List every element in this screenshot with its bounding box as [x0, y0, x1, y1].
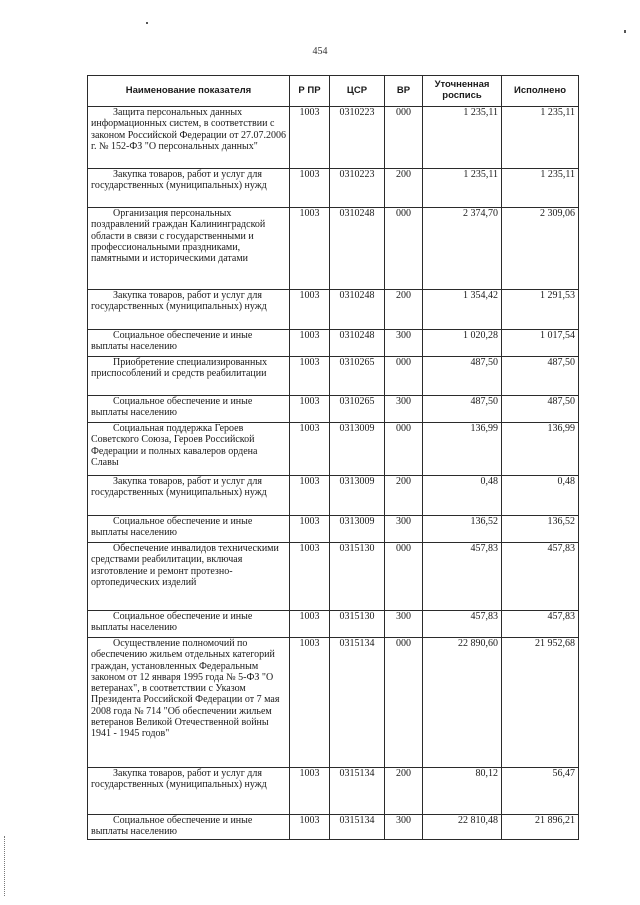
- row-csr: 0310265: [330, 396, 385, 423]
- row-csr: 0313009: [330, 516, 385, 543]
- row-name: Социальное обеспечение и иные выплаты населению: [88, 611, 290, 638]
- row-name: Закупка товаров, работ и услуг для государственных (муниципальных) нужд: [88, 768, 290, 815]
- row-rpr: 1003: [290, 396, 330, 423]
- row-vr: 200: [385, 290, 423, 330]
- table-row: [88, 516, 579, 543]
- row-csr: 0315130: [330, 611, 385, 638]
- row-vr: 300: [385, 516, 423, 543]
- row-rpr: 1003: [290, 543, 330, 611]
- row-vr: 200: [385, 476, 423, 516]
- row-csr: 0310223: [330, 169, 385, 208]
- row-name: Закупка товаров, работ и услуг для государственных (муниципальных) нужд: [88, 169, 290, 208]
- row-vr: 300: [385, 815, 423, 840]
- row-name: Социальное обеспечение и иные выплаты населению: [88, 815, 290, 840]
- row-plan: 22 810,48: [423, 815, 502, 840]
- row-vr: 000: [385, 107, 423, 169]
- row-rpr: 1003: [290, 290, 330, 330]
- table-row: [88, 169, 579, 208]
- row-done: 2 309,06: [502, 208, 579, 290]
- table-row: [88, 476, 579, 516]
- row-vr: 300: [385, 396, 423, 423]
- row-name: Социальное обеспечение и иные выплаты населению: [88, 396, 290, 423]
- row-plan: 2 374,70: [423, 208, 502, 290]
- row-vr: 000: [385, 208, 423, 290]
- row-done: 1 235,11: [502, 107, 579, 169]
- row-rpr: 1003: [290, 516, 330, 543]
- row-csr: 0315130: [330, 543, 385, 611]
- row-plan: 1 354,42: [423, 290, 502, 330]
- table-row: [88, 611, 579, 638]
- table-row: [88, 330, 579, 357]
- row-done: 1 017,54: [502, 330, 579, 357]
- row-csr: 0310265: [330, 357, 385, 396]
- row-vr: 200: [385, 768, 423, 815]
- table-row: [88, 357, 579, 396]
- page-number: 454: [312, 46, 328, 57]
- row-done: 487,50: [502, 396, 579, 423]
- row-done: 21 896,21: [502, 815, 579, 840]
- row-name: Социальная поддержка Героев Советского Союза, Героев Российской Федерации и полных кавалеров ордена Славы: [88, 423, 290, 476]
- row-csr: 0310248: [330, 208, 385, 290]
- row-name: Социальное обеспечение и иные выплаты населению: [88, 516, 290, 543]
- row-name: Закупка товаров, работ и услуг для государственных (муниципальных) нужд: [88, 476, 290, 516]
- row-plan: 487,50: [423, 357, 502, 396]
- budget-execution-table: [87, 75, 579, 840]
- row-plan: 136,99: [423, 423, 502, 476]
- row-plan: 80,12: [423, 768, 502, 815]
- table-row: [88, 638, 579, 768]
- row-rpr: 1003: [290, 208, 330, 290]
- row-rpr: 1003: [290, 169, 330, 208]
- row-plan: 22 890,60: [423, 638, 502, 768]
- row-csr: 0315134: [330, 638, 385, 768]
- row-plan: 1 020,28: [423, 330, 502, 357]
- row-done: 21 952,68: [502, 638, 579, 768]
- row-rpr: 1003: [290, 357, 330, 396]
- row-vr: 300: [385, 611, 423, 638]
- row-name: Организация персональных поздравлений граждан Калининградской области в связи с государственными и профессиональными праздниками, памятными и историческими датами: [88, 208, 290, 290]
- row-plan: 457,83: [423, 611, 502, 638]
- row-name: Закупка товаров, работ и услуг для государственных (муниципальных) нужд: [88, 290, 290, 330]
- row-rpr: 1003: [290, 768, 330, 815]
- row-vr: 000: [385, 638, 423, 768]
- row-rpr: 1003: [290, 107, 330, 169]
- row-csr: 0313009: [330, 423, 385, 476]
- row-name: Защита персональных данных информационных систем, в соответствии с законом Российской Федерации от 27.07.2006 г. № 152-ФЗ "О персональных данных": [88, 107, 290, 169]
- row-csr: 0315134: [330, 815, 385, 840]
- column-header-plan: Уточненная роспись: [423, 76, 502, 107]
- row-csr: 0310223: [330, 107, 385, 169]
- column-header-csr: ЦСР: [330, 76, 385, 107]
- scan-margin-marks: [4, 836, 8, 896]
- row-rpr: 1003: [290, 638, 330, 768]
- row-name: Социальное обеспечение и иные выплаты населению: [88, 330, 290, 357]
- column-header-name: Наименование показателя: [88, 76, 290, 107]
- row-plan: 1 235,11: [423, 169, 502, 208]
- row-done: 136,99: [502, 423, 579, 476]
- row-done: 1 291,53: [502, 290, 579, 330]
- row-done: 0,48: [502, 476, 579, 516]
- table-row: [88, 208, 579, 290]
- row-vr: 000: [385, 423, 423, 476]
- table-row: [88, 396, 579, 423]
- row-name: Осуществление полномочий по обеспечению жильем отдельных категорий граждан, установленных Федеральным законом от 12 января 1995 года № 5-ФЗ "О ветеранах", в соответствии с Указом Президента Российской Федерации от 7 мая 2008 года № 714 "Об обеспечении жильем ветеранов Великой Отечественной войны 1941 - 1945 годов": [88, 638, 290, 768]
- row-name: Приобретение специализированных приспособлений и средств реабилитации: [88, 357, 290, 396]
- row-csr: 0310248: [330, 290, 385, 330]
- row-done: 56,47: [502, 768, 579, 815]
- row-done: 1 235,11: [502, 169, 579, 208]
- row-done: 487,50: [502, 357, 579, 396]
- row-vr: 300: [385, 330, 423, 357]
- scan-speck: [146, 22, 148, 24]
- row-rpr: 1003: [290, 330, 330, 357]
- column-header-rpr: Р ПР: [290, 76, 330, 107]
- row-rpr: 1003: [290, 476, 330, 516]
- row-plan: 1 235,11: [423, 107, 502, 169]
- table-row: [88, 423, 579, 476]
- row-rpr: 1003: [290, 815, 330, 840]
- row-plan: 457,83: [423, 543, 502, 611]
- column-header-vr: ВР: [385, 76, 423, 107]
- column-header-done: Исполнено: [502, 76, 579, 107]
- row-done: 457,83: [502, 543, 579, 611]
- table-row: [88, 768, 579, 815]
- table-row: [88, 815, 579, 840]
- row-plan: 487,50: [423, 396, 502, 423]
- row-plan: 136,52: [423, 516, 502, 543]
- row-csr: 0310248: [330, 330, 385, 357]
- scan-speck: [624, 30, 626, 33]
- table-row: [88, 543, 579, 611]
- row-done: 457,83: [502, 611, 579, 638]
- row-vr: 000: [385, 357, 423, 396]
- row-plan: 0,48: [423, 476, 502, 516]
- row-rpr: 1003: [290, 423, 330, 476]
- row-name: Обеспечение инвалидов техническими средствами реабилитации, включая изготовление и ремонт протезно-ортопедических изделий: [88, 543, 290, 611]
- table-row: [88, 107, 579, 169]
- table-header-row: [88, 76, 579, 107]
- row-vr: 000: [385, 543, 423, 611]
- row-csr: 0315134: [330, 768, 385, 815]
- row-vr: 200: [385, 169, 423, 208]
- row-done: 136,52: [502, 516, 579, 543]
- table-row: [88, 290, 579, 330]
- row-rpr: 1003: [290, 611, 330, 638]
- row-csr: 0313009: [330, 476, 385, 516]
